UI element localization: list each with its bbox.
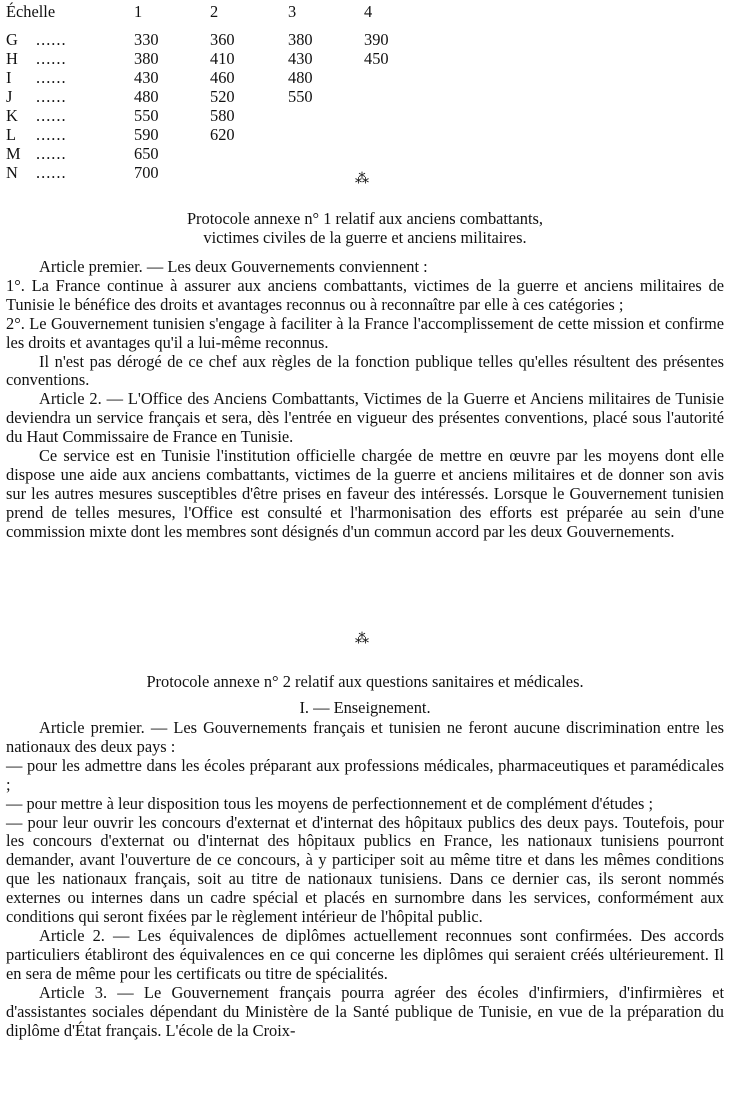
scale-cell: 410	[210, 49, 235, 68]
protocol-2-paragraph: — pour mettre à leur disposition tous les moyens de perfectionnement et de complément d'études ;	[6, 793, 654, 813]
scale-row-letter: M	[6, 144, 21, 163]
scale-col-2: 2	[210, 2, 219, 21]
protocol-2-paragraph: Article 2. — Les équivalences de diplômes actuellement reconnues sont confirmées. Des accords particuliers établiront des équivalences en ce qui concerne les diplômes qui seraient créés ultérieurement. Il en sera de même pour les certificats ou titre de spécialités.	[6, 925, 724, 983]
scale-cell: 550	[288, 87, 313, 106]
scale-row-leader-dots: ......	[36, 144, 67, 163]
protocol-1-title-line-1: Protocole annexe n° 1 relatif aux anciens combattants,	[186, 209, 544, 228]
scale-row-leader-dots: ......	[36, 163, 67, 182]
scale-row-letter: N	[6, 163, 18, 182]
protocol-2-paragraph: Article 3. — Le Gouvernement français pourra agréer des écoles d'infirmiers, d'infirmières et d'assistantes sociales dépendant du Ministère de la Santé publique de Tunisie, en vue de la préparation du diplôme d'État français. L'école de la Croix-	[6, 982, 724, 1040]
protocol-1-title-line-2: victimes civiles de la guerre et anciens militaires.	[203, 227, 527, 247]
scale-cell: 460	[210, 68, 235, 87]
scale-row-leader-dots: ......	[36, 49, 67, 68]
protocol-2-section-heading: I. — Enseignement.	[299, 698, 431, 717]
protocol-1-paragraph: Article premier. — Les deux Gouvernements conviennent :	[39, 257, 428, 276]
scale-cell: 360	[210, 30, 235, 49]
protocol-1-paragraph: Article 2. — L'Office des Anciens Combattants, Victimes de la Guerre et Anciens militaires de Tunisie deviendra un service français et sera, dès l'entrée en vigueur des présentes conventions, placé sous l'autorité du Haut Commissaire de France en Tunisie.	[6, 389, 724, 447]
scale-col-1: 1	[134, 2, 143, 21]
scale-table	[6, 3, 426, 183]
protocol-2-title: Protocole annexe n° 2 relatif aux questions sanitaires et médicales.	[146, 672, 584, 691]
protocol-1-paragraph: 1°. La France continue à assurer aux anciens combattants, victimes de la guerre et anciens militaires de Tunisie le bénéfice des droits et avantages reconnus ou à reconnaître par elle à ces catégories ;	[6, 275, 724, 314]
scale-table-row	[6, 107, 426, 126]
protocol-1-paragraph: 2°. Le Gouvernement tunisien s'engage à faciliter à la France l'accomplissement de cette mission et confirme les droits et avantages qu'il a lui-même reconnus.	[6, 313, 724, 352]
scale-cell: 700	[134, 163, 159, 182]
protocol-2-paragraph: — pour les admettre dans les écoles préparant aux professions médicales, pharmaceutiques et paramédicales ;	[6, 755, 724, 794]
scale-table-row	[6, 31, 426, 50]
scale-row-letter: K	[6, 106, 18, 125]
scale-cell: 480	[288, 68, 313, 87]
scale-cell: 580	[210, 106, 235, 125]
protocol-2-paragraph: Article premier. — Les Gouvernements français et tunisien ne feront aucune discrimination entre les nationaux des deux pays :	[6, 718, 724, 756]
scale-row-letter: J	[6, 87, 13, 106]
scale-header-label: Échelle	[6, 2, 56, 21]
scale-table-row	[6, 69, 426, 88]
scale-col-3: 3	[288, 2, 297, 21]
scale-cell: 330	[134, 30, 159, 49]
scale-row-leader-dots: ......	[36, 125, 67, 144]
scale-row-leader-dots: ......	[36, 68, 67, 87]
scale-cell: 450	[364, 49, 389, 68]
scale-cell: 550	[134, 106, 159, 125]
scale-table-row	[6, 88, 426, 107]
scale-cell: 380	[134, 49, 159, 68]
scale-cell: 520	[210, 87, 235, 106]
protocol-2-body	[6, 719, 724, 1040]
asterism-separator: ⁂	[355, 632, 369, 647]
scale-row-letter: I	[6, 68, 12, 87]
protocol-1-body	[6, 258, 724, 542]
scale-cell: 390	[364, 30, 389, 49]
scale-row-leader-dots: ......	[36, 106, 67, 125]
scale-table-row	[6, 126, 426, 145]
scale-col-4: 4	[364, 2, 373, 21]
protocol-1-paragraph: Ce service est en Tunisie l'institution officielle chargée de mettre en œuvre par les moyens dont elle dispose une aide aux anciens combattants, victimes de la guerre et anciens militaires et de donner son avis sur les autres mesures susceptibles d'être prises en faveur des intéressés. Lorsque le Gouvernement tunisien prend de telles mesures, l'Office est consulté et l'harmonisation des efforts est préparée au sein d'une commission mixte dont les membres sont désignés d'un commun accord par les deux Gouvernements.	[6, 446, 724, 541]
scale-cell: 430	[134, 68, 159, 87]
scale-cell: 650	[134, 144, 159, 163]
scale-cell: 590	[134, 125, 159, 144]
scale-table-row	[6, 145, 426, 164]
scale-table-row	[6, 50, 426, 69]
scale-cell: 620	[210, 125, 235, 144]
protocol-1-paragraph: Il n'est pas dérogé de ce chef aux règles de la fonction publique telles qu'elles résultent des présentes conventions.	[6, 351, 724, 390]
protocol-2-paragraph: — pour leur ouvrir les concours d'externat et d'internat des hôpitaux publics des deux pays. Toutefois, pour les concours d'externat ou d'internat des hôpitaux publics en France, les nationaux tunisiens pourront demander, avant l'ouverture de ce concours, à y participer soit au même titre et dans les mêmes conditions que les nationaux français, soit au titre de nationaux tunisiens. Dans ce dernier cas, ils seront nommés externes ou internes dans un cadre spécial et placés en surnombre dans les services, conformément aux conditions qui seront fixées par le règlement intérieur de l'hôpital public.	[6, 812, 724, 927]
scale-cell: 480	[134, 87, 159, 106]
scale-row-letter: H	[6, 49, 18, 68]
scale-cell: 380	[288, 30, 313, 49]
scale-row-letter: G	[6, 30, 18, 49]
scale-row-leader-dots: ......	[36, 30, 67, 49]
scale-table-header	[6, 3, 426, 31]
protocol-1-title	[6, 210, 724, 248]
scale-row-leader-dots: ......	[36, 87, 67, 106]
asterism-separator: ⁂	[355, 172, 369, 187]
scale-cell: 430	[288, 49, 313, 68]
scale-row-letter: L	[6, 125, 17, 144]
